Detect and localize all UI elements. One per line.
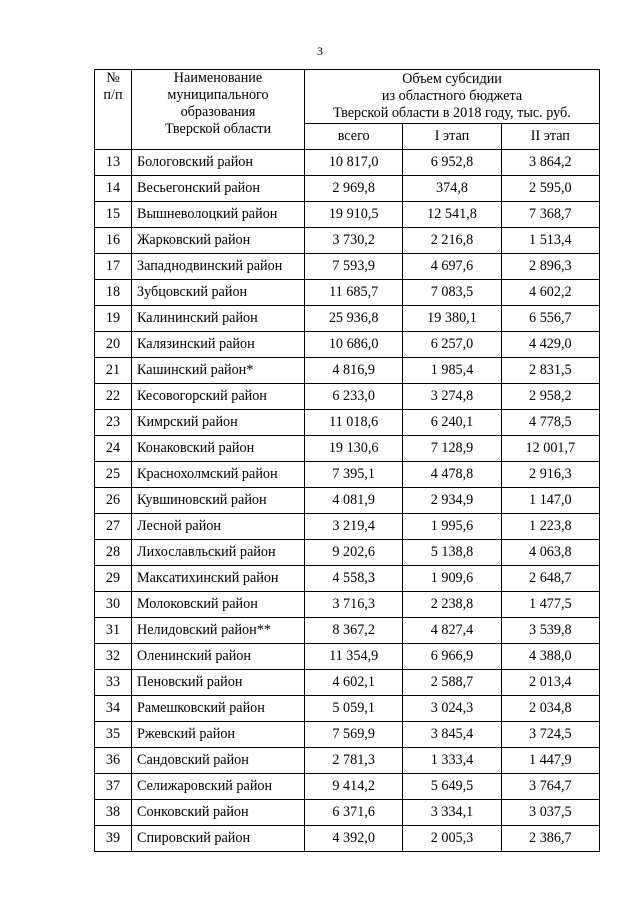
stage1-value: 6 257,0	[403, 332, 501, 358]
stage1-value: 5 649,5	[403, 774, 501, 800]
stage1-value: 1 909,6	[403, 566, 501, 592]
table-row	[95, 150, 600, 176]
district-name: Ржевский район	[132, 722, 305, 748]
table-row	[95, 722, 600, 748]
header-name-line: Тверской области	[164, 121, 272, 137]
total-value: 10 686,0	[305, 332, 403, 358]
row-number: 33	[95, 670, 132, 696]
stage2-value: 1 223,8	[501, 514, 599, 540]
total-value: 8 367,2	[305, 618, 403, 644]
total-value: 9 414,2	[305, 774, 403, 800]
district-name: Сандовский район	[132, 748, 305, 774]
total-value: 19 130,6	[305, 436, 403, 462]
table-row	[95, 462, 600, 488]
stage2-value: 1 513,4	[501, 228, 599, 254]
district-name: Бологовский район	[132, 150, 305, 176]
stage1-value: 4 697,6	[403, 254, 501, 280]
row-number: 39	[95, 826, 132, 852]
stage2-value: 2 013,4	[501, 670, 599, 696]
row-number: 20	[95, 332, 132, 358]
stage1-value: 1 333,4	[403, 748, 501, 774]
table-row	[95, 228, 600, 254]
total-value: 11 018,6	[305, 410, 403, 436]
stage1-value: 4 478,8	[403, 462, 501, 488]
row-number: 28	[95, 540, 132, 566]
district-name: Кувшиновский район	[132, 488, 305, 514]
row-number: 31	[95, 618, 132, 644]
stage2-value: 2 386,7	[501, 826, 599, 852]
stage2-value: 7 368,7	[501, 202, 599, 228]
table-row	[95, 644, 600, 670]
stage2-value: 4 388,0	[501, 644, 599, 670]
row-number: 35	[95, 722, 132, 748]
row-number: 13	[95, 150, 132, 176]
table-row	[95, 358, 600, 384]
district-name: Зубцовский район	[132, 280, 305, 306]
row-number: 23	[95, 410, 132, 436]
district-name: Молоковский район	[132, 592, 305, 618]
district-name: Оленинский район	[132, 644, 305, 670]
row-number: 36	[95, 748, 132, 774]
district-name: Жарковский район	[132, 228, 305, 254]
header-name-line: образования	[180, 104, 256, 120]
total-value: 7 569,9	[305, 722, 403, 748]
header-num	[95, 70, 132, 150]
table-row	[95, 280, 600, 306]
stage1-value: 3 334,1	[403, 800, 501, 826]
district-name: Пеновский район	[132, 670, 305, 696]
district-name: Весьегонский район	[132, 176, 305, 202]
header-num-line: №	[106, 70, 120, 86]
table-row	[95, 176, 600, 202]
district-name: Калязинский район	[132, 332, 305, 358]
stage1-value: 19 380,1	[403, 306, 501, 332]
table-row	[95, 202, 600, 228]
district-name: Сонковский район	[132, 800, 305, 826]
row-number: 22	[95, 384, 132, 410]
total-value: 3 219,4	[305, 514, 403, 540]
stage2-value: 3 764,7	[501, 774, 599, 800]
total-value: 4 602,1	[305, 670, 403, 696]
row-number: 17	[95, 254, 132, 280]
table-row	[95, 384, 600, 410]
row-number: 27	[95, 514, 132, 540]
header-num-line: п/п	[103, 87, 123, 103]
stage2-value: 2 896,3	[501, 254, 599, 280]
total-value: 11 354,9	[305, 644, 403, 670]
header-volume-line: из областного бюджета	[381, 88, 523, 104]
table-row	[95, 488, 600, 514]
stage2-value: 2 034,8	[501, 696, 599, 722]
total-value: 25 936,8	[305, 306, 403, 332]
stage1-value: 2 005,3	[403, 826, 501, 852]
stage1-value: 2 588,7	[403, 670, 501, 696]
stage2-value: 1 447,9	[501, 748, 599, 774]
header-stage1: I этап	[403, 124, 501, 150]
table-row	[95, 436, 600, 462]
district-name: Вышневолоцкий район	[132, 202, 305, 228]
header-name	[132, 70, 305, 150]
table-row	[95, 748, 600, 774]
row-number: 32	[95, 644, 132, 670]
district-name: Кимрский район	[132, 410, 305, 436]
table-row	[95, 514, 600, 540]
stage1-value: 6 952,8	[403, 150, 501, 176]
table-row	[95, 254, 600, 280]
row-number: 15	[95, 202, 132, 228]
table-row	[95, 774, 600, 800]
district-name: Селижаровский район	[132, 774, 305, 800]
stage2-value: 1 477,5	[501, 592, 599, 618]
stage2-value: 3 864,2	[501, 150, 599, 176]
stage1-value: 6 240,1	[403, 410, 501, 436]
total-value: 4 816,9	[305, 358, 403, 384]
district-name: Конаковский район	[132, 436, 305, 462]
total-value: 9 202,6	[305, 540, 403, 566]
district-name: Кесовогорский район	[132, 384, 305, 410]
header-volume	[305, 70, 600, 124]
district-name: Западнодвинский район	[132, 254, 305, 280]
header-stage2: II этап	[501, 124, 599, 150]
row-number: 37	[95, 774, 132, 800]
stage2-value: 2 958,2	[501, 384, 599, 410]
district-name: Лесной район	[132, 514, 305, 540]
stage2-value: 3 037,5	[501, 800, 599, 826]
table-header	[95, 70, 600, 150]
district-name: Краснохолмский район	[132, 462, 305, 488]
total-value: 11 685,7	[305, 280, 403, 306]
stage2-value: 3 724,5	[501, 722, 599, 748]
row-number: 26	[95, 488, 132, 514]
stage1-value: 374,8	[403, 176, 501, 202]
stage2-value: 4 778,5	[501, 410, 599, 436]
row-number: 18	[95, 280, 132, 306]
total-value: 7 593,9	[305, 254, 403, 280]
stage1-value: 12 541,8	[403, 202, 501, 228]
stage1-value: 4 827,4	[403, 618, 501, 644]
table-row	[95, 566, 600, 592]
total-value: 6 233,0	[305, 384, 403, 410]
stage1-value: 6 966,9	[403, 644, 501, 670]
stage2-value: 2 916,3	[501, 462, 599, 488]
stage1-value: 2 934,9	[403, 488, 501, 514]
total-value: 4 558,3	[305, 566, 403, 592]
stage2-value: 6 556,7	[501, 306, 599, 332]
stage1-value: 1 995,6	[403, 514, 501, 540]
total-value: 4 081,9	[305, 488, 403, 514]
stage1-value: 3 845,4	[403, 722, 501, 748]
total-value: 3 716,3	[305, 592, 403, 618]
row-number: 30	[95, 592, 132, 618]
stage2-value: 2 831,5	[501, 358, 599, 384]
stage1-value: 3 274,8	[403, 384, 501, 410]
stage1-value: 2 216,8	[403, 228, 501, 254]
page-number: 3	[317, 44, 323, 58]
table-row	[95, 306, 600, 332]
district-name: Кашинский район*	[132, 358, 305, 384]
row-number: 25	[95, 462, 132, 488]
stage1-value: 1 985,4	[403, 358, 501, 384]
stage1-value: 5 138,8	[403, 540, 501, 566]
stage2-value: 1 147,0	[501, 488, 599, 514]
table-row	[95, 410, 600, 436]
table-row	[95, 592, 600, 618]
total-value: 6 371,6	[305, 800, 403, 826]
district-name: Лихославльский район	[132, 540, 305, 566]
total-value: 7 395,1	[305, 462, 403, 488]
row-number: 38	[95, 800, 132, 826]
stage2-value: 4 602,2	[501, 280, 599, 306]
row-number: 19	[95, 306, 132, 332]
row-number: 16	[95, 228, 132, 254]
stage2-value: 4 063,8	[501, 540, 599, 566]
total-value: 2 781,3	[305, 748, 403, 774]
stage1-value: 3 024,3	[403, 696, 501, 722]
header-volume-line: Тверской области в 2018 году, тыс. руб.	[333, 105, 571, 121]
stage2-value: 4 429,0	[501, 332, 599, 358]
table-row	[95, 332, 600, 358]
header-name-line: муниципального	[167, 87, 269, 103]
district-name: Спировский район	[132, 826, 305, 852]
total-value: 2 969,8	[305, 176, 403, 202]
stage2-value: 2 595,0	[501, 176, 599, 202]
header-volume-line: Объем субсидии	[402, 71, 502, 87]
header-total: всего	[305, 124, 403, 150]
total-value: 10 817,0	[305, 150, 403, 176]
stage1-value: 7 083,5	[403, 280, 501, 306]
table-row	[95, 826, 600, 852]
stage1-value: 2 238,8	[403, 592, 501, 618]
table-row	[95, 540, 600, 566]
table-body	[95, 150, 600, 852]
total-value: 4 392,0	[305, 826, 403, 852]
row-number: 34	[95, 696, 132, 722]
row-number: 14	[95, 176, 132, 202]
district-name: Нелидовский район**	[132, 618, 305, 644]
header-name-line: Наименование	[173, 70, 263, 86]
total-value: 19 910,5	[305, 202, 403, 228]
table-row	[95, 696, 600, 722]
district-name: Рамешковский район	[132, 696, 305, 722]
table-row	[95, 670, 600, 696]
stage1-value: 7 128,9	[403, 436, 501, 462]
stage2-value: 12 001,7	[501, 436, 599, 462]
row-number: 24	[95, 436, 132, 462]
stage2-value: 3 539,8	[501, 618, 599, 644]
district-name: Максатихинский район	[132, 566, 305, 592]
row-number: 29	[95, 566, 132, 592]
table-row	[95, 800, 600, 826]
district-name: Калининский район	[132, 306, 305, 332]
subsidy-table	[94, 69, 600, 852]
row-number: 21	[95, 358, 132, 384]
total-value: 3 730,2	[305, 228, 403, 254]
table-row	[95, 618, 600, 644]
stage2-value: 2 648,7	[501, 566, 599, 592]
total-value: 5 059,1	[305, 696, 403, 722]
